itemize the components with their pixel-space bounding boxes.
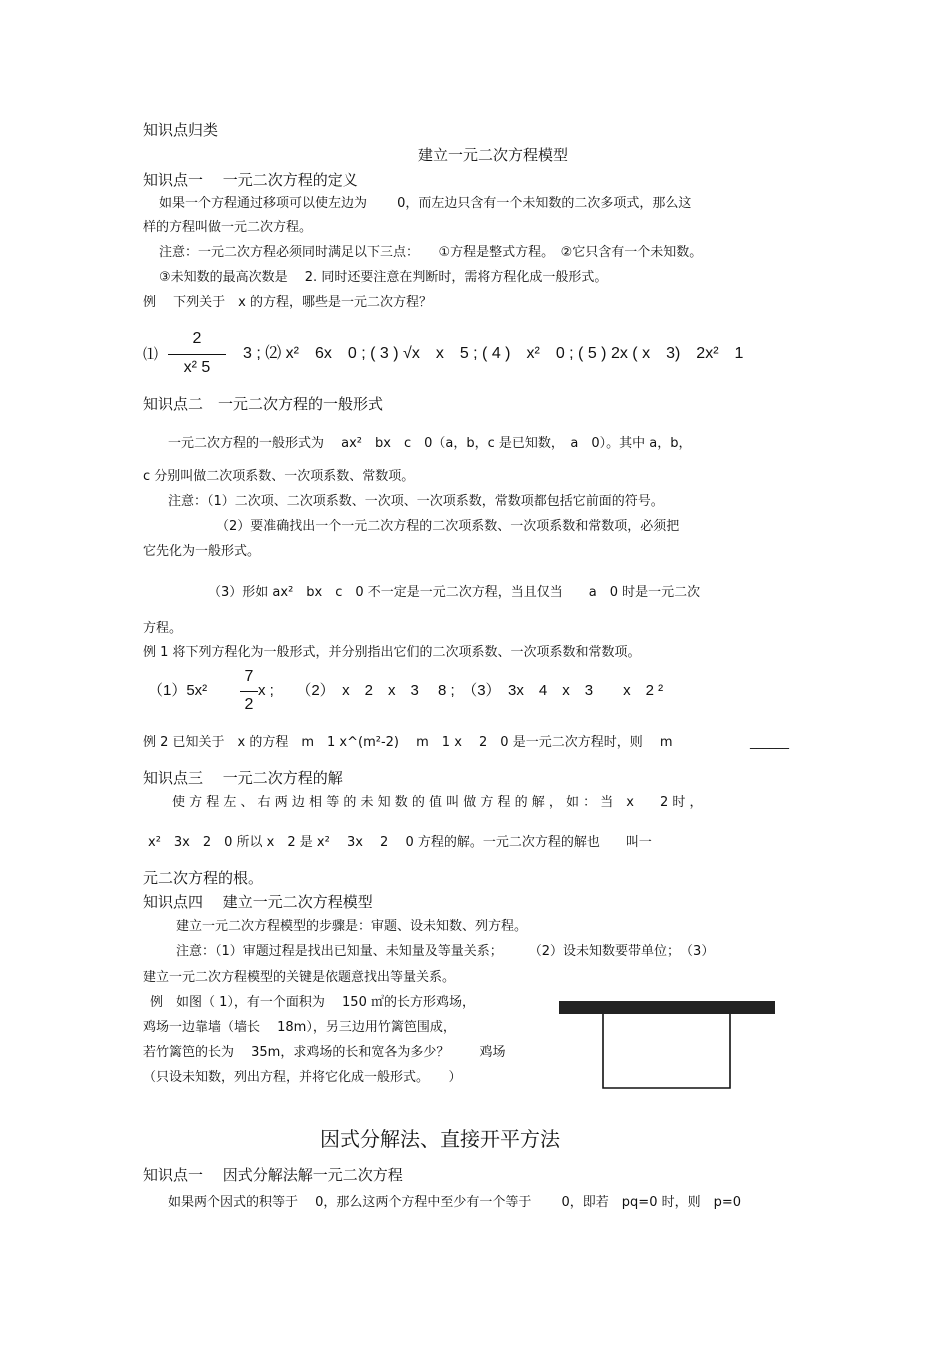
kp2-note-2: （2）要准确找出一个一元二次方程的二次项系数、一次项系数和常数项，必须把 xyxy=(216,519,680,534)
kp2-example-2: 例 2 已知关于 x 的方程 m 1 x^(m²-2) m 1 x 2 0 是一元二次方程时，则 m xyxy=(143,735,673,750)
chicken-pen-diagram xyxy=(556,998,780,1092)
kp4-line-3: 建立一元二次方程模型的关键是依题意找出等量关系。 xyxy=(143,970,456,985)
kp3-line-1: 使 方 程 左 、 右 两 边 相 等 的 未 知 数 的 值 叫 做 方 程 的 解 ， 如 ： 当 x 2 时 ， xyxy=(172,795,703,810)
kp3-line-2: x² 3x 2 0 所以 x 2 是 x² 3x 2 0 方程的解。一元二次方程的解也 叫一 xyxy=(148,835,652,850)
kp2-ex1-fraction-bar xyxy=(240,691,258,692)
title-2: 因式分解法、直接开平方法 xyxy=(320,1127,560,1151)
kp2-ex1-denominator: 2 xyxy=(244,696,254,713)
kp4-line-2: 注意：（1）审题过程是找出已知量、未知量及等量关系； （2）设未知数要带单位； （3） xyxy=(176,944,715,959)
kp4-example-line-3: 若竹篱笆的长为 35m，求鸡场的长和宽各为多少？ 鸡场 xyxy=(143,1045,506,1060)
wall xyxy=(559,1001,775,1014)
kp2-line-2: c 分别叫做二次项系数、一次项系数、常数项。 xyxy=(143,469,415,484)
section-label: 知识点归类 xyxy=(143,121,219,139)
kp4-example-line-1: 例 如图（ 1），有一个面积为 150 ㎡的长方形鸡场， xyxy=(150,995,475,1010)
kp1-eq-numerator: 2 xyxy=(192,330,202,347)
kp2-ex1-numerator: 7 xyxy=(244,668,254,685)
kp2-line-1: 一元二次方程的一般形式为 ax² bx c 0（a，b，c 是已知数， a 0）。其中 a，b， xyxy=(168,436,692,451)
kp2-ex1-part1: （1）5x² xyxy=(148,682,208,699)
kp1-example: 例 下列关于 x 的方程，哪些是一元二次方程？ xyxy=(143,295,432,310)
kp4-example-line-2: 鸡场一边靠墙（墙长 18m），另三边用竹篱笆围成， xyxy=(143,1020,456,1035)
kp2-note-3b: 方程。 xyxy=(143,621,183,636)
kp4-example-line-4: （只设未知数，列出方程，并将它化成一般形式。 ） xyxy=(143,1070,462,1085)
kp1-note-2: ③未知数的最高次数是 2. 同时还要注意在判断时，需将方程化成一般形式。 xyxy=(159,270,608,285)
fence xyxy=(603,1014,730,1088)
kp3-line-3: 元二次方程的根。 xyxy=(143,869,264,887)
kp5-line-1: 如果两个因式的积等于 0，那么这两个方程中至少有一个等于 0，即若 pq=0 时，则 p=0 xyxy=(168,1195,742,1210)
kp5-heading: 知识点一 因式分解法解一元二次方程 xyxy=(143,1166,403,1184)
kp1-definition-1: 如果一个方程通过移项可以使左边为 0，而左边只含有一个未知数的二次多项式，那么这 xyxy=(159,196,692,211)
kp2-ex1-part2: x ; （2） x 2 x 3 8 ; （3） 3x 4 x 3 x 2 ² xyxy=(258,682,664,699)
kp1-eq-prefix: ⑴ xyxy=(143,346,159,363)
kp1-equations: 3 ; ⑵ x² 6x 0 ; ( 3 ) √x x 5 ; ( 4 ) x² 0 ; ( 5 ) 2x ( x 3) 2x² 1 xyxy=(243,345,744,362)
kp1-definition-2: 样的方程叫做一元二次方程。 xyxy=(143,220,313,235)
title-1: 建立一元二次方程模型 xyxy=(418,146,569,164)
kp2-note-1: 注意：（1）二次项、二次项系数、一次项、一次项系数，常数项都包括它前面的符号。 xyxy=(168,494,664,509)
kp2-note-3: （3）形如 ax² bx c 0 不一定是一元二次方程，当且仅当 a 0 时是一元二次 xyxy=(208,585,701,600)
kp1-eq-denominator: x² 5 xyxy=(183,359,211,376)
kp2-example-1: 例 1 将下列方程化为一般形式，并分别指出它们的二次项系数、一次项系数和常数项。 xyxy=(143,645,641,660)
kp1-eq-fraction-bar xyxy=(168,354,226,355)
kp3-heading: 知识点三 一元二次方程的解 xyxy=(143,769,343,787)
kp2-heading: 知识点二 一元二次方程的一般形式 xyxy=(143,395,384,413)
kp4-heading: 知识点四 建立一元二次方程模型 xyxy=(143,893,373,911)
kp2-example-2-blank: ______ xyxy=(750,735,789,750)
kp1-note-1: 注意：一元二次方程必须同时满足以下三点： ①方程是整式方程。 ②它只含有一个未知数。 xyxy=(159,245,703,260)
kp4-line-1: 建立一元二次方程模型的步骤是：审题、设未知数、列方程。 xyxy=(176,919,528,934)
kp1-heading: 知识点一 一元二次方程的定义 xyxy=(143,171,358,189)
kp2-note-2b: 它先化为一般形式。 xyxy=(143,544,261,559)
